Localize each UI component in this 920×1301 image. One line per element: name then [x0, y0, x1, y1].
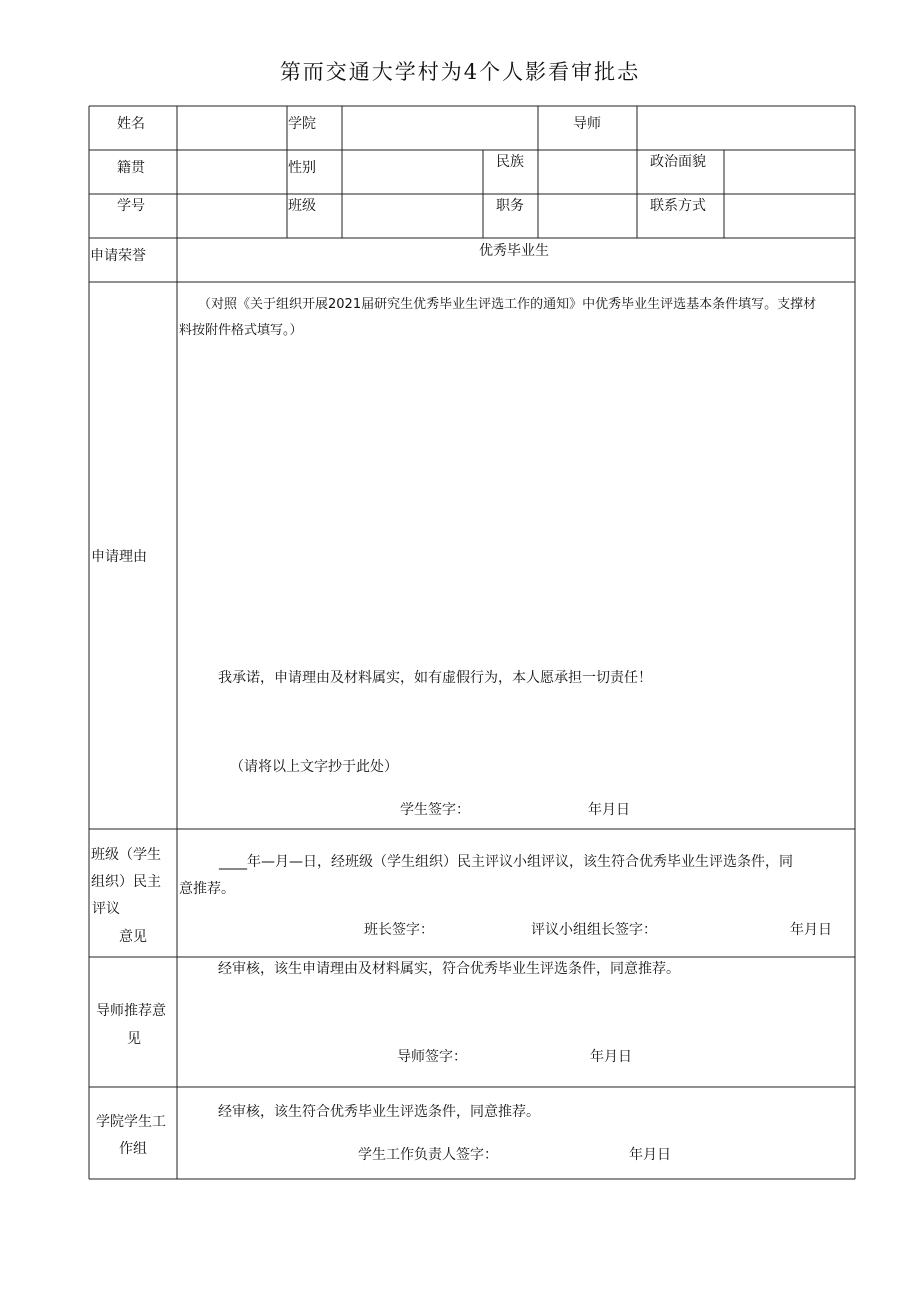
honor-label: 申请荣誉 — [90, 248, 146, 264]
college-group-text: 经审核，该生符合优秀毕业生评选条件，同意推荐。 — [218, 1104, 540, 1120]
class-opinion-label-4: 意见 — [119, 929, 147, 945]
supervisor-opinion-text: 经审核，该生申请理由及材料属实，符合优秀毕业生评选条件，同意推荐。 — [218, 961, 680, 977]
class-opinion-date-label: 年月日 — [790, 922, 832, 938]
class-opinion-label-3: 评议 — [92, 901, 120, 917]
supervisor-opinion-label-1: 导师推荐意 — [96, 1003, 166, 1019]
origin-field[interactable] — [178, 152, 286, 192]
name-field[interactable] — [178, 112, 286, 148]
reason-instruction-line2: 料按附件格式填写。） — [179, 323, 303, 338]
supervisor-field[interactable] — [638, 112, 854, 148]
leader-signature-label: 评议小组组长签字： — [531, 922, 657, 938]
origin-label: 籍贯 — [117, 160, 145, 176]
reason-instruction-line1: （对照《关于组织开展2021届研究生优秀毕业生评选工作的通知》中优秀毕业生评选基本条件填写。支撑材 — [198, 297, 817, 312]
political-status-label: 政治面貌 — [650, 154, 706, 170]
copy-note: （请将以上文字抄于此处） — [230, 759, 398, 775]
reason-date-label: 年月日 — [588, 802, 630, 818]
college-group-date-label: 年月日 — [629, 1147, 671, 1163]
gender-label: 性别 — [288, 160, 316, 176]
position-label: 职务 — [496, 198, 524, 214]
student-id-field[interactable] — [178, 196, 286, 236]
student-signature-label: 学生签字： — [400, 802, 470, 818]
work-leader-signature-label: 学生工作负责人签字： — [358, 1147, 498, 1163]
position-field[interactable] — [539, 196, 636, 236]
honor-value: 优秀毕业生 — [479, 243, 549, 259]
class-label: 班级 — [288, 198, 316, 214]
supervisor-opinion-label-2: 见 — [127, 1031, 141, 1047]
contact-field[interactable] — [725, 196, 854, 236]
work-leader-signature-field[interactable] — [505, 1143, 615, 1167]
college-field[interactable] — [343, 112, 537, 148]
supervisor-opinion-date-label: 年月日 — [590, 1049, 632, 1065]
pledge-text: 我承诺，申请理由及材料属实，如有虚假行为，本人愿承担一切责任！ — [218, 670, 652, 686]
supervisor-label: 导师 — [573, 116, 601, 132]
class-opinion-label-1: 班级（学生 — [91, 847, 161, 863]
supervisor-signature-field[interactable] — [468, 1045, 578, 1069]
gender-field[interactable] — [343, 152, 482, 192]
reason-label: 申请理由 — [91, 549, 147, 565]
class-opinion-label-2: 组织）民主 — [91, 874, 161, 890]
student-id-label: 学号 — [117, 198, 145, 214]
contact-label: 联系方式 — [650, 198, 706, 214]
college-group-label-1: 学院学生工 — [96, 1114, 166, 1130]
college-group-label-2: 作组 — [119, 1141, 147, 1157]
ethnicity-label: 民族 — [496, 154, 524, 170]
class-field[interactable] — [343, 196, 482, 236]
student-signature-field[interactable] — [470, 798, 570, 822]
reason-text-area[interactable] — [178, 345, 854, 655]
page-title: 第而交通大学村为4个人影看审批忐 — [279, 60, 641, 84]
monitor-signature-label: 班长签字： — [364, 922, 434, 938]
supervisor-signature-label: 导师签字： — [397, 1049, 467, 1065]
class-opinion-text-line1: ____年—月—日，经班级（学生组织）民主评议小组评议，该生符合优秀毕业生评选条件，同 — [219, 854, 793, 870]
college-label: 学院 — [288, 116, 316, 132]
ethnicity-field[interactable] — [539, 152, 636, 192]
political-status-field[interactable] — [725, 152, 854, 192]
class-opinion-text-line2: 意推荐。 — [179, 881, 235, 897]
name-label: 姓名 — [117, 116, 145, 132]
